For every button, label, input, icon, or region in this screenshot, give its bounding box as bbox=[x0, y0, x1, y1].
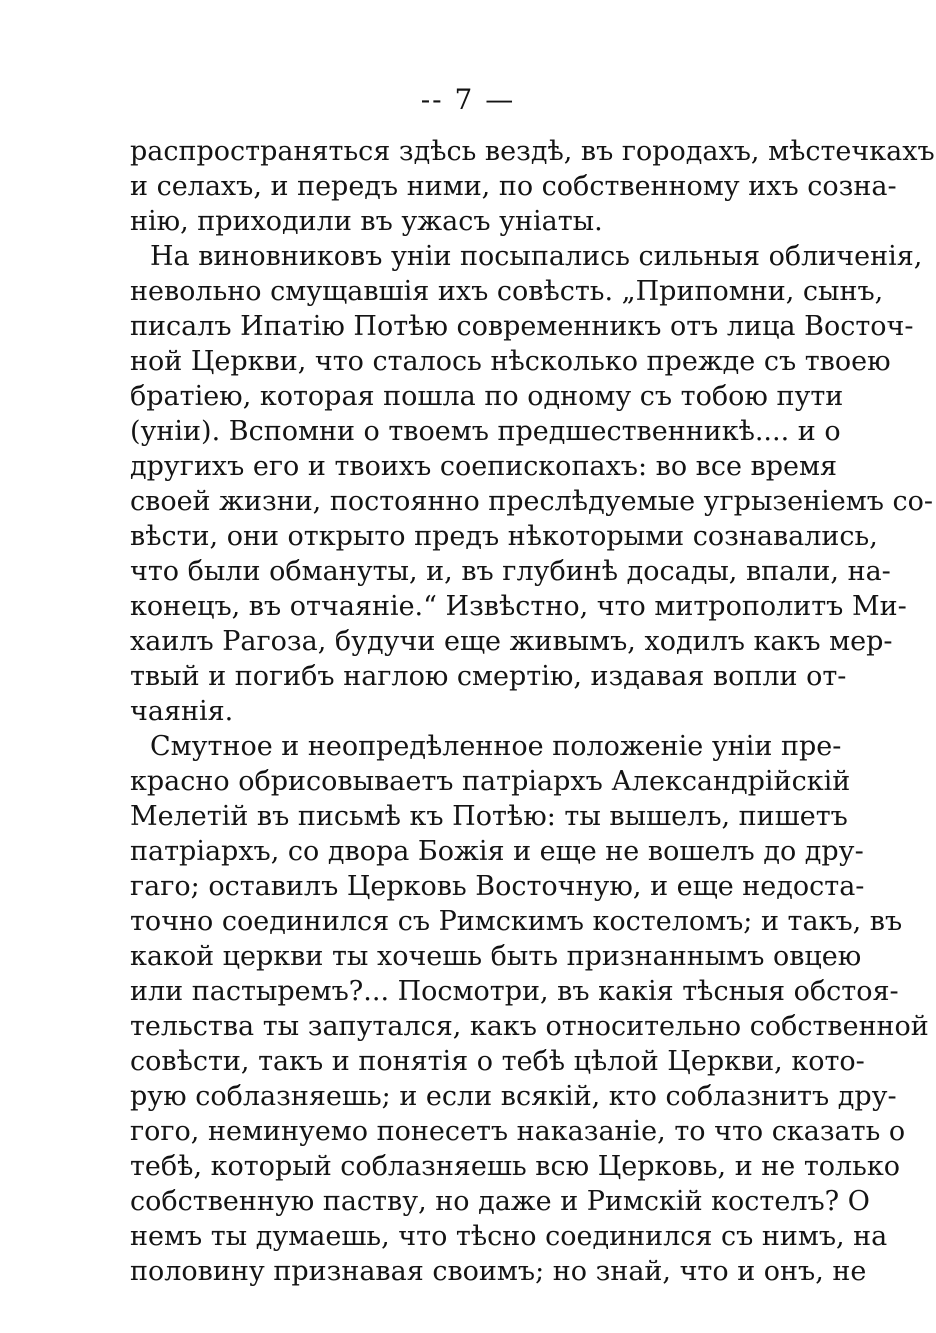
text-line: чаянія. bbox=[130, 696, 234, 727]
text-line: тебѣ, который соблазняешь всю Церковь, и не только bbox=[130, 1151, 901, 1182]
text-line: другихъ его и твоихъ соепископахъ: во все время bbox=[130, 451, 838, 482]
text-line: распространяться здѣсь вездѣ, въ городахъ, мѣстечкахъ bbox=[130, 136, 935, 167]
text-line: Смутное и неопредѣленное положеніе уніи пре- bbox=[150, 731, 842, 762]
text-line: твый и погибъ наглою смертію, издавая вопли от- bbox=[130, 661, 847, 692]
text-line: совѣсти, такъ и понятія о тебѣ цѣлой Церкви, кото- bbox=[130, 1046, 865, 1077]
text-line: и селахъ, и передъ ними, по собственному ихъ созна- bbox=[130, 171, 897, 202]
text-line: половину признавая своимъ; но знай, что и онъ, не bbox=[130, 1256, 867, 1287]
text-line: хаилъ Рагоза, будучи еще живымъ, ходилъ какъ мер- bbox=[130, 626, 893, 657]
text-line: Мелетій въ письмѣ къ Потѣю: ты вышелъ, пишетъ bbox=[130, 801, 848, 832]
text-line: писалъ Ипатію Потѣю современникъ отъ лица Восточ- bbox=[130, 311, 914, 342]
text-line: братіею, которая пошла по одному съ тобою пути bbox=[130, 381, 844, 412]
page-number: -- 7 — bbox=[420, 83, 516, 116]
text-line: своей жизни, постоянно преслѣдуемые угрызеніемъ со- bbox=[130, 486, 934, 517]
text-line: патріархъ, со двора Божія и еще не вошелъ до дру- bbox=[130, 836, 864, 867]
text-line: ной Церкви, что сталось нѣсколько прежде съ твоею bbox=[130, 346, 891, 377]
text-line: собственную паству, но даже и Римскій костелъ? О bbox=[130, 1186, 870, 1217]
text-line: тельства ты запутался, какъ относительно собственной bbox=[130, 1011, 929, 1042]
text-line: или пастыремъ?... Посмотри, въ какія тѣсныя обстоя- bbox=[130, 976, 899, 1007]
text-line: гаго; оставилъ Церковь Восточную, и еще недоста- bbox=[130, 871, 865, 902]
text-line: вѣсти, они открыто предъ нѣкоторыми сознавались, bbox=[130, 521, 878, 552]
text-line: нію, приходили въ ужасъ уніаты. bbox=[130, 206, 603, 237]
text-line: гого, неминуемо понесетъ наказаніе, то что сказать о bbox=[130, 1116, 906, 1147]
paragraph bbox=[130, 239, 934, 729]
text-line: На виновниковъ уніи посыпались сильныя обличенія, bbox=[150, 241, 923, 272]
text-line: (уніи). Вспомни о твоемъ предшественникѣ.... и о bbox=[130, 416, 841, 447]
text-line: невольно смущавшія ихъ совѣсть. „Припомни, сынъ, bbox=[130, 276, 884, 307]
paragraph bbox=[130, 729, 929, 1289]
text-line: какой церкви ты хочешь быть признаннымъ овцею bbox=[130, 941, 862, 972]
paragraph bbox=[130, 134, 935, 239]
text-line: красно обрисовываетъ патріархъ Александрійскій bbox=[130, 766, 851, 797]
text-line: немъ ты думаешь, что тѣсно соединился съ нимъ, на bbox=[130, 1221, 888, 1252]
text-line: рую соблазняешь; и если всякій, кто соблазнитъ дру- bbox=[130, 1081, 897, 1112]
text-line: конецъ, въ отчаяніе.“ Извѣстно, что митрополитъ Ми- bbox=[130, 591, 907, 622]
body-text bbox=[130, 134, 935, 1289]
text-line: точно соединился съ Римскимъ костеломъ; и такъ, въ bbox=[130, 906, 903, 937]
text-line: что были обмануты, и, въ глубинѣ досады, впали, на- bbox=[130, 556, 891, 587]
